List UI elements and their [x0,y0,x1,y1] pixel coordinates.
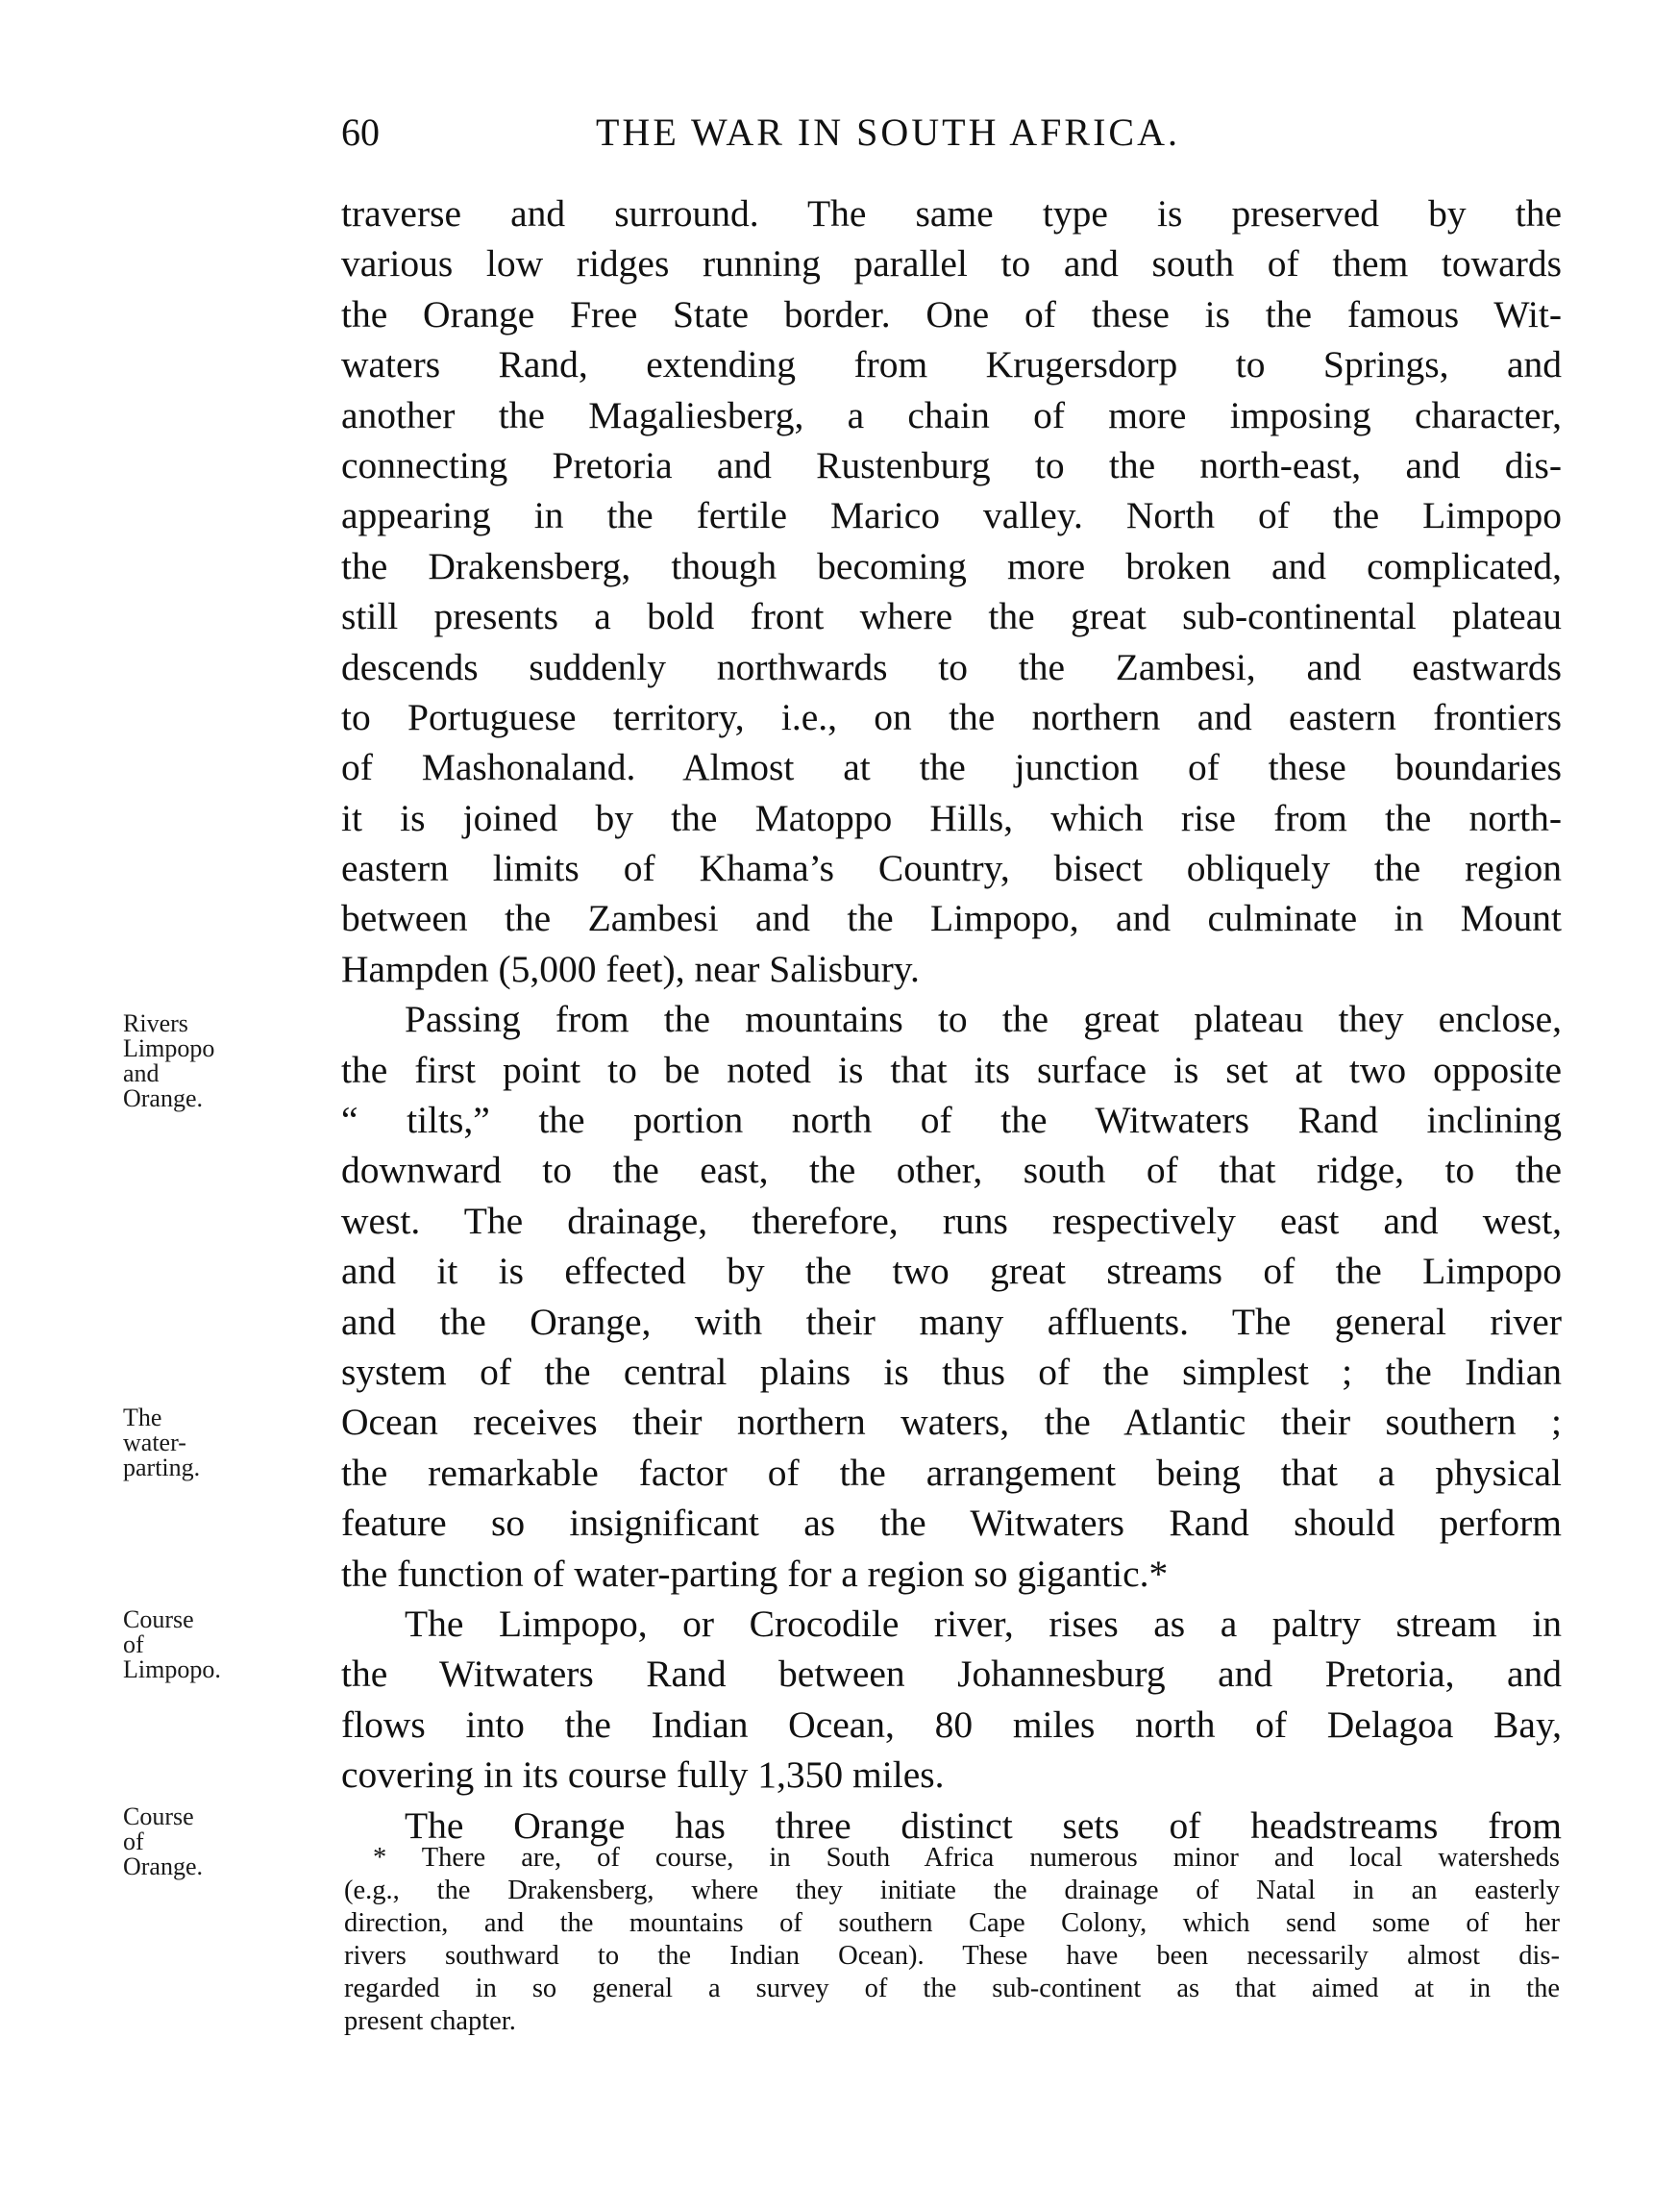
text-line: downward to the east, the other, south of that ridge, to the [341,1149,1562,1192]
sidenote-line: Orange. [123,1084,204,1112]
paragraph-start-line: The Limpopo, or Crocodile river, rises as a paltry stream in [405,1602,1562,1645]
sidenote-line: water- [123,1429,186,1456]
text-line: connecting Pretoria and Rustenburg to the north-east, and dis- [341,443,1562,486]
text-line: of Mashonaland. Almost at the junction of these boundaries [341,746,1562,789]
text-line: system of the central plains is thus of the simplest ; the Indian [341,1350,1562,1393]
text-line: west. The drainage, therefore, runs respectively east and west, [341,1199,1562,1242]
footnote [344,1842,1560,2038]
footnote-line: regarded in so general a survey of the sub-continent as that aimed at in the [344,1974,1560,2003]
text-line: Hampden (5,000 feet), near Salisbury. [341,947,920,990]
text-line: the Drakensberg, though becoming more broken and complicated, [341,544,1562,587]
text-line: it is joined by the Matoppo Hills, which rise from the north- [341,796,1562,839]
sidenote-course-of-limpopo [123,1607,221,1682]
sidenote-line: The [123,1404,162,1431]
text-line: covering in its course fully 1,350 miles. [341,1753,945,1797]
footnote-line: * There are, of course, in South Africa numerous minor and local watersheds [373,1843,1560,1873]
sidenote-rivers-limpopo-orange [123,1011,214,1111]
text-line: feature so insignificant as the Witwaters Rand should perform [341,1502,1562,1545]
footnote-line: (e.g., the Drakensberg, where they initiate the drainage of Natal in an easterly [344,1876,1560,1905]
body-text [341,188,1562,1851]
paragraph-start-line: The Orange has three distinct sets of headstreams from [405,1803,1562,1847]
text-line: to Portuguese territory, i.e., on the northern and eastern frontiers [341,695,1562,738]
sidenote-course-of-orange [123,1804,203,1879]
sidenote-line: Course [123,1802,194,1830]
sidenote-line: of [123,1827,144,1855]
sidenote-line: of [123,1630,144,1658]
footnote-line: direction, and the mountains of southern Cape Colony, which send some of her [344,1908,1560,1938]
sidenote-line: parting. [123,1454,201,1481]
footnote-line: rivers southward to the Indian Ocean). These have been necessarily almost dis- [344,1941,1560,1971]
page-number: 60 [341,111,380,154]
text-line: waters Rand, extending from Krugersdorp to Springs, and [341,343,1562,386]
running-title: THE WAR IN SOUTH AFRICA. [596,111,1180,154]
text-line: another the Magaliesberg, a chain of more imposing character, [341,393,1562,436]
sidenote-water-parting [123,1405,200,1480]
text-line: appearing in the fertile Marico valley. North of the Limpopo [341,494,1562,537]
text-line: the first point to be noted is that its surface is set at two opposite [341,1048,1562,1091]
text-line: the remarkable factor of the arrangement being that a physical [341,1451,1562,1494]
text-line: still presents a bold front where the great sub-continental plateau [341,595,1562,638]
text-line: the Orange Free State border. One of these is the famous Wit- [341,292,1562,336]
text-line: eastern limits of Khama’s Country, bisect obliquely the region [341,847,1562,890]
running-head [341,104,1562,162]
text-line: Ocean receives their northern waters, the Atlantic their southern ; [341,1401,1562,1444]
paragraph-start-line: Passing from the mountains to the great plateau they enclose, [405,998,1562,1041]
text-line: the Witwaters Rand between Johannesburg and Pretoria, and [341,1653,1562,1696]
text-line: and the Orange, with their many affluents. The general river [341,1300,1562,1343]
sidenote-line: and [123,1059,160,1087]
sidenote-line: Orange. [123,1852,204,1880]
sidenote-line: Rivers [123,1009,188,1037]
text-line: and it is effected by the two great streams of the Limpopo [341,1250,1562,1293]
text-line: between the Zambesi and the Limpopo, and culminate in Mount [341,897,1562,940]
footnote-line: present chapter. [344,2006,516,2036]
text-line: traverse and surround. The same type is preserved by the [341,192,1562,235]
sidenote-line: Course [123,1605,194,1633]
sidenote-line: Limpopo [123,1034,215,1062]
text-line: the function of water-parting for a region so gigantic.* [341,1552,1169,1595]
text-line: flows into the Indian Ocean, 80 miles north of Delagoa Bay, [341,1702,1562,1746]
sidenote-line: Limpopo. [123,1655,221,1683]
text-line: various low ridges running parallel to and south of them towards [341,242,1562,286]
text-line: “ tilts,” the portion north of the Witwaters Rand inclining [341,1099,1562,1142]
text-line: descends suddenly northwards to the Zambesi, and eastwards [341,645,1562,688]
